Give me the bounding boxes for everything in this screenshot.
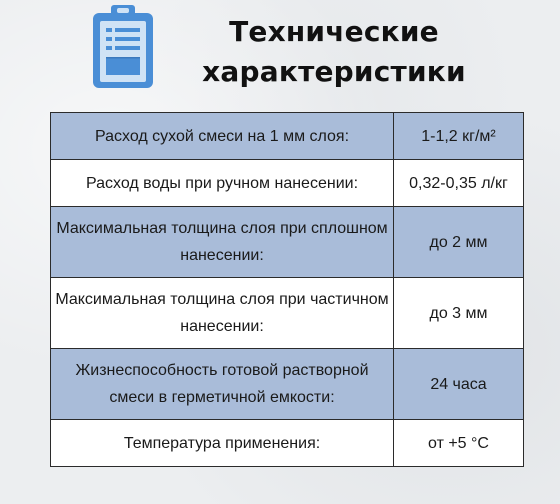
spec-parameter: Жизнеспособность готовой растворной смеси в герметичной емкости:: [51, 349, 394, 420]
spec-value: до 3 мм: [394, 278, 524, 349]
spec-value: до 2 мм: [394, 207, 524, 278]
table-row: [51, 113, 524, 160]
title-line-1: Технические: [229, 15, 439, 48]
spec-value: 1-1,2 кг/м²: [394, 113, 524, 160]
header: [0, 0, 560, 112]
spec-parameter: Максимальная толщина слоя при сплошном нанесении:: [51, 207, 394, 278]
table-row: [51, 420, 524, 467]
spec-parameter: Расход воды при ручном нанесении:: [51, 160, 394, 207]
title-line-2: характеристики: [202, 55, 466, 88]
table-row: [51, 160, 524, 207]
table-row: [51, 349, 524, 420]
spec-parameter: Температура применения:: [51, 420, 394, 467]
page-title: [184, 12, 484, 92]
spec-parameter: Расход сухой смеси на 1 мм слоя:: [51, 113, 394, 160]
table-row: [51, 207, 524, 278]
spec-value: 0,32-0,35 л/кг: [394, 160, 524, 207]
table-row: [51, 278, 524, 349]
specifications-table: [50, 112, 524, 467]
spec-value: от +5 °C: [394, 420, 524, 467]
clipboard-icon: [90, 4, 156, 90]
spec-value: 24 часа: [394, 349, 524, 420]
spec-parameter: Максимальная толщина слоя при частичном нанесении:: [51, 278, 394, 349]
